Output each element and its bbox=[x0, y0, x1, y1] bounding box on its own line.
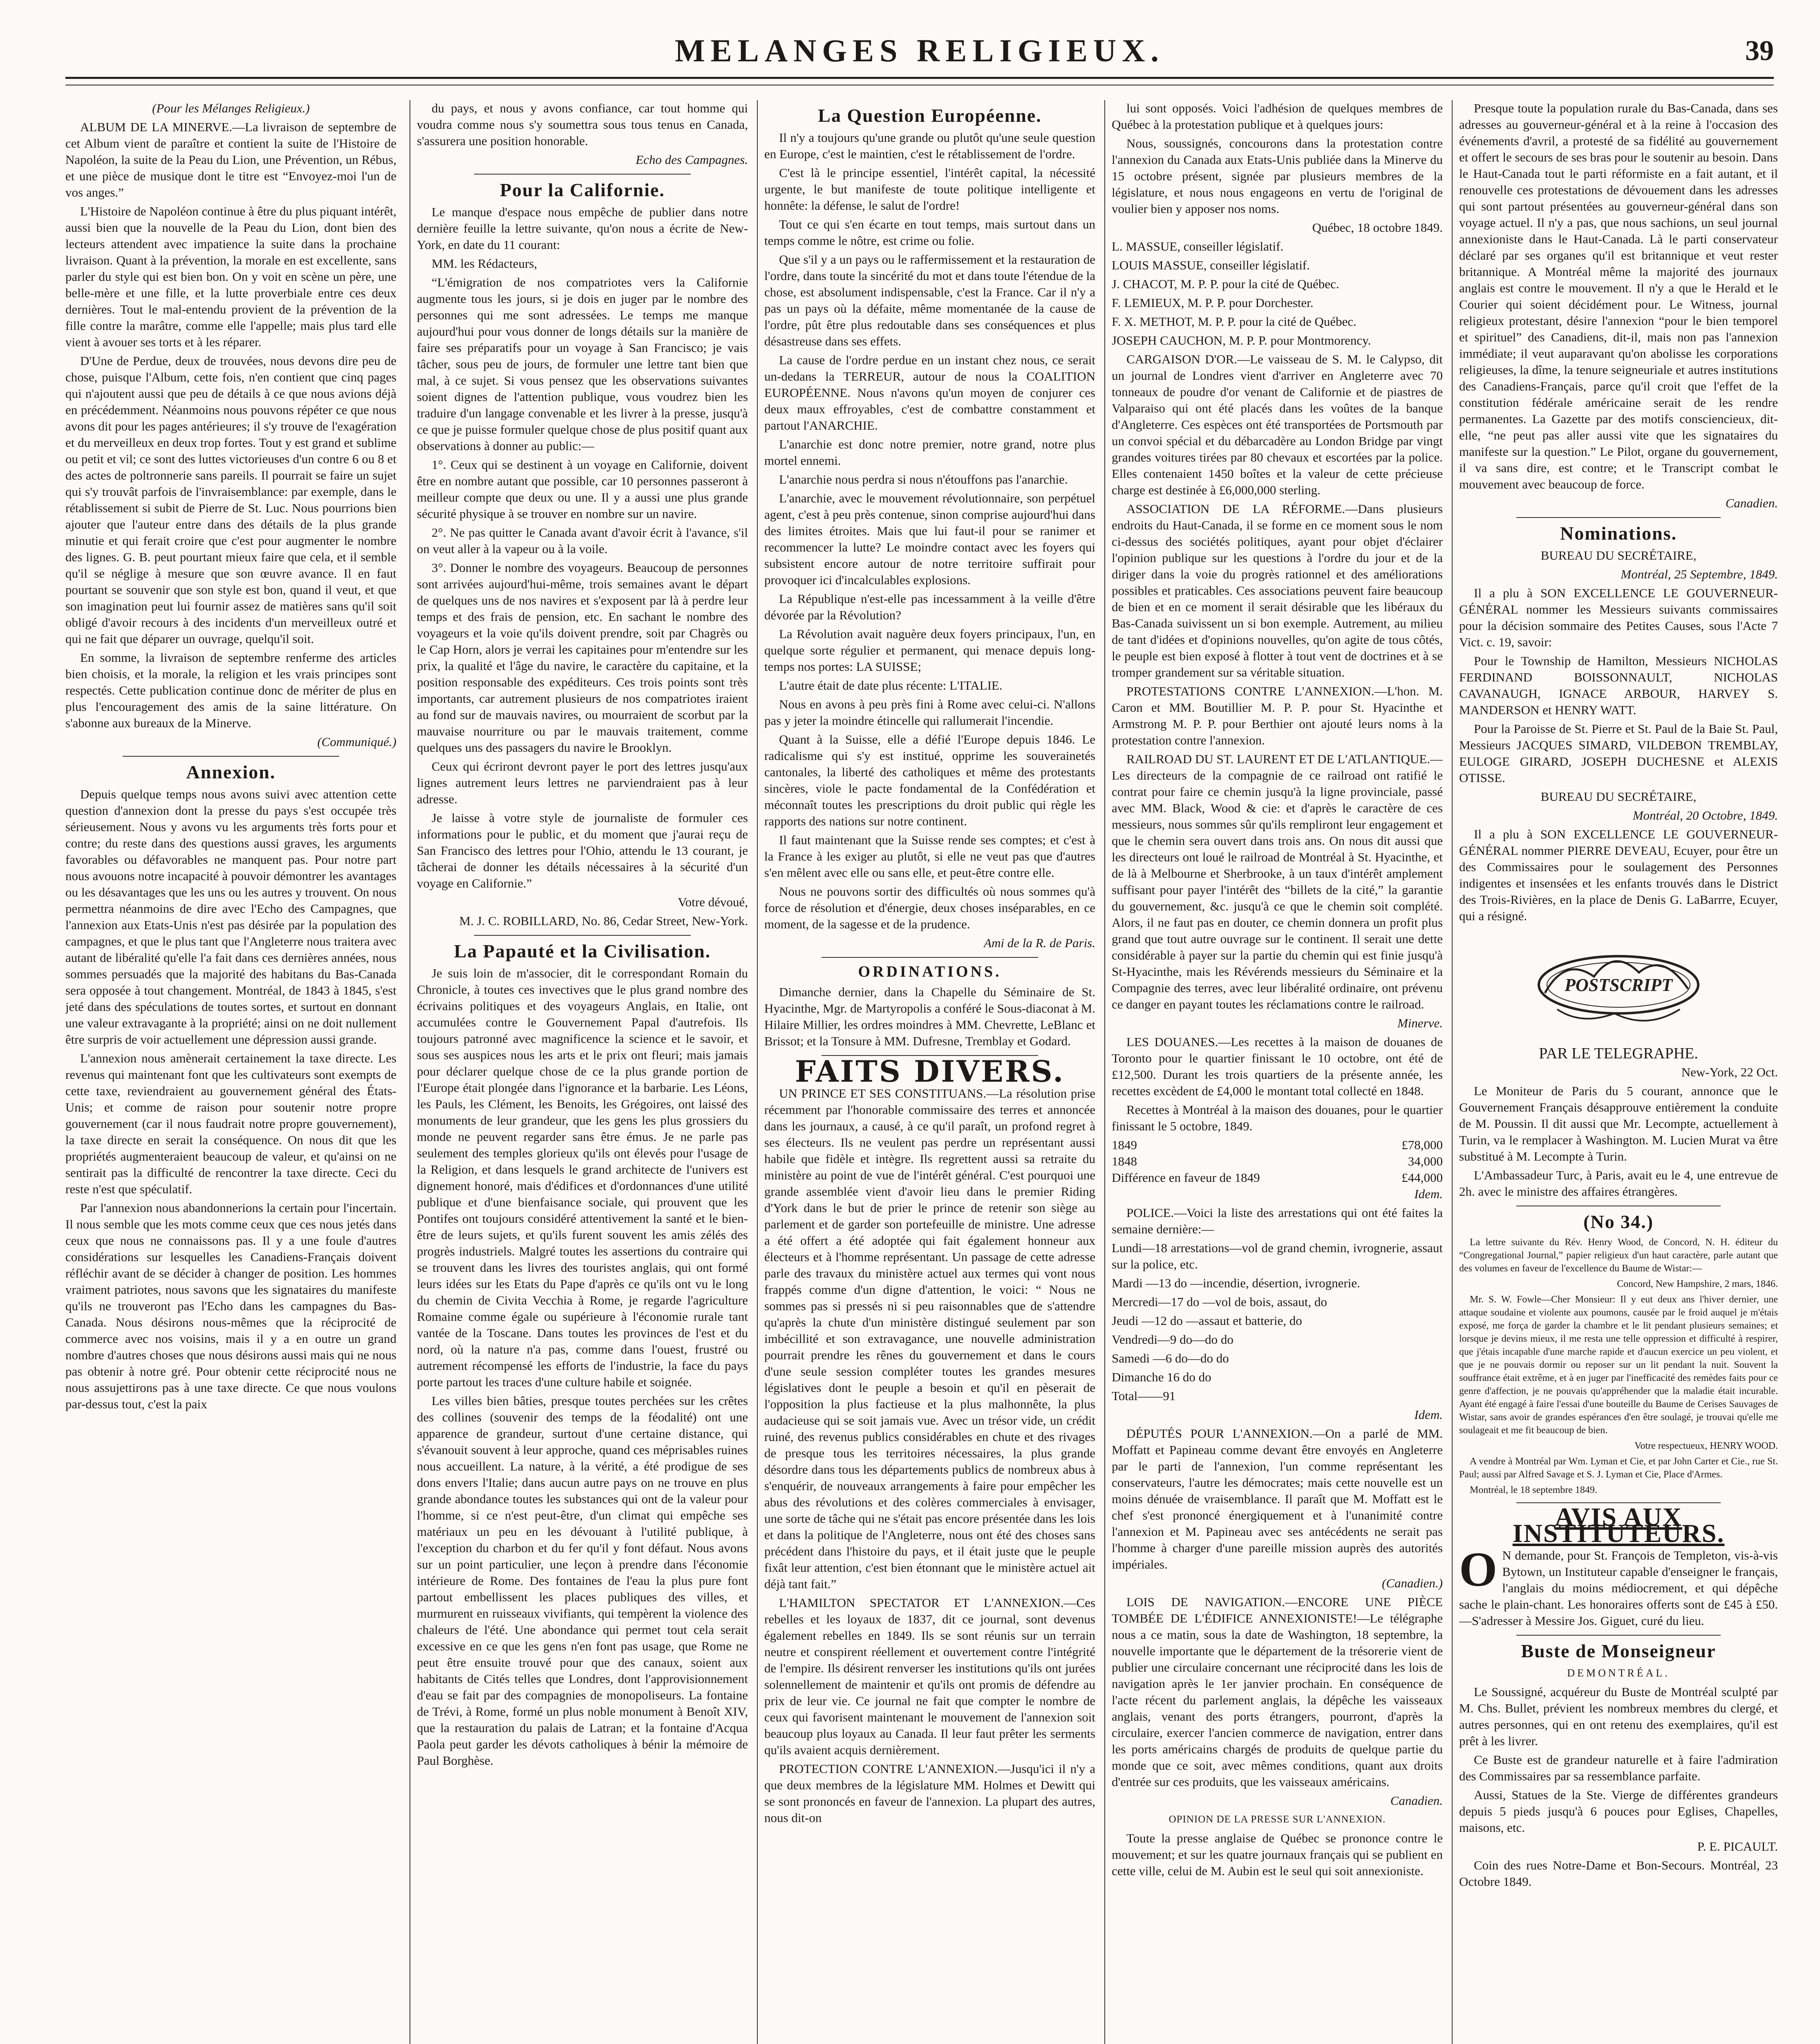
article-paragraph: L'HAMILTON SPECTATOR ET L'ANNEXION.—Ces rebelles et les loyaux de 1837, dit ce journal, sont devenus également rebelles en 1849. Ils se sont réunis sur un terrain neutre et conspirent réellement et ouvertement contre l'intégrité de l'empire. Ils désirent renverser les institutions qu'ils ont jurées solennellement de maintenir et qu'ils ont promis de défendre au prix de leur vie. Ce journal ne fait que compter le nombre de ceux qui favorisent maintenant le mouvement de l'annexion soit beaucoup plus loyaux au Canada. Il leur faut prêter les serments qu'ils avaient acquis dernièrement. bbox=[764, 1596, 1095, 1757]
headline-avis: AVIS AUX INSTITUTEURS. bbox=[1512, 1502, 1725, 1548]
customs-table bbox=[1112, 1137, 1443, 1186]
signature: M. J. C. ROBILLARD, No. 86, Cedar Street, New-York. bbox=[459, 914, 748, 928]
article-paragraph: Il n'y a toujours qu'une grande ou plutôt qu'une seule question en Europe, c'est le maintien, c'est le rétablissement de l'ordre. bbox=[764, 130, 1095, 161]
article-paragraph: 1°. Ceux qui se destinent à un voyage en Californie, doivent être en nombre autant que possible, car 10 personnes passeront à meilleur compte que deux ou une. Il y a aussi une plus grande sécurité physique à se trouver en nombre sur un navire. bbox=[417, 457, 748, 521]
divider bbox=[474, 935, 691, 936]
column-2 bbox=[417, 100, 748, 2044]
article-paragraph: Nous, soussignés, concourons dans la protestation contre l'annexion du Canada aux Etats-Unis publiée dans la Minerve du 15 octobre présent, signée par plusieurs membres de la législature, et nous nous engageons en vertu de l'original de voulier bien y apposer nos noms. bbox=[1112, 136, 1443, 216]
masthead-rule bbox=[65, 77, 1774, 85]
table-row bbox=[1112, 1170, 1443, 1186]
column-1 bbox=[65, 100, 396, 2044]
article-paragraph: Recettes à Montréal à la maison des douanes, pour le quartier finissant le 5 octobre, 1849. bbox=[1112, 1103, 1443, 1133]
article-paragraph: L'Ambassadeur Turc, à Paris, avait eu le 4, une entrevue de 2h. avec le ministre des affaires étrangères. bbox=[1459, 1168, 1778, 1199]
postscript-label: POSTSCRIPT bbox=[1564, 975, 1673, 995]
headline-no-34: (No 34.) bbox=[1583, 1211, 1654, 1232]
signature: Minerve. bbox=[1397, 1016, 1443, 1030]
article-paragraph: Le Soussigné, acquéreur du Buste de Montréal sculpté par M. Chs. Bullet, prévient les nombreux membres du clergé, et autres personnes, qui en ont retenu des exemplaires, qu'il est prêt à les livrer. bbox=[1459, 1685, 1778, 1748]
article-paragraph: Il a plu à SON EXCELLENCE LE GOUVERNEUR-GÉNÉRAL nommer les Messieurs suivants commissaires pour la décision sommaire des Petites Causes, sous l'Acte 7 Vict. c. 19, savoir: bbox=[1459, 586, 1778, 649]
article-paragraph: Ceux qui écriront devront payer le port des lettres jusqu'aux lignes autrement leurs lettres ne parviendraient pas à leur adresse. bbox=[417, 759, 748, 806]
article-paragraph: 3°. Donner le nombre des voyageurs. Beaucoup de personnes sont arrivées aujourd'hui-même, trois semaines avant le départ de quelques uns de nos navires et s'exposent par là à perdre leur temps et des frais de pension, etc. En sachant le nombre des voyageurs et la voie qu'ils doivent prendre, soit par Chagrès ou le Cap Horn, alors je verrai les capitaines pour m'entendre sur les prix, la qualité et l'âge du navire, le caractère du capitaine, et la position responsable des expéditeurs. Ces trois points sont très importants, car autrement plusieurs de nos compatriotes iraient au fond sur de mauvais navires, ou mourraient de scorbut par la mauvaise nourriture ou par le mauvais traitement, comme quelques uns des passagers du navire le Brooklyn. bbox=[417, 560, 748, 755]
article-paragraph: En somme, la livraison de septembre renferme des articles bien choisis, et la morale, la religion et les vrais principes sont respectés. Cette publication continue donc de mériter de plus en plus l'encouragement des amis de la saine littérature. On s'abonne aux bureaux de la Minerve. bbox=[65, 650, 396, 730]
headline-buste: Buste de Monseigneur bbox=[1521, 1641, 1716, 1661]
column-rule bbox=[1104, 100, 1105, 2044]
divider bbox=[1516, 1635, 1721, 1636]
table-cell: 1849 bbox=[1112, 1138, 1137, 1152]
dateline: Montréal, 20 Octobre, 1849. bbox=[1632, 808, 1778, 823]
article-paragraph: Je suis loin de m'associer, dit le correspondant Romain du Chronicle, à toutes ces invectives que le plus grand nombre des écrivains politiques et des voyageurs Anglais, en Italie, ont accumulées contre le Gouvernement Papal d'autrefois. Ils toujours patronné avec magnificence la science et le savoir, et sous ses auspices nous les arts et le prix ont fleuri; mais jamais pour déclarer quelque chose de ce la plus grande portion de l'Europe était plongée dans l'ignorance et la barbarie. Les Léons, les Pauls, les Clément, les Benoits, les Grégoires, ont laissé des monuments de leur grandeur, que les gens les plus grossiers du monde ne peuvent regarder sans être émus. Je ne parle pas seulement des temples glorieux qu'ils ont élevés pour l'usage de la Religion, et dans lesquels le grand architecte de l'univers est dignement honoré, mais d'édifices et d'ordonnances d'une utilité publique et d'une bienfaisance sociale, qui prouvent que les Pontifes ont toujours considéré attentivement la santé et le bien-être de leurs sujets, et qu'ils furent souvent les amis zélés des progrès industriels. Malgré toutes les assertions du contraire qui se trouvent dans les livres des touristes anglais, qui ont formé leurs idées sur les Etats du Pape d'après ce qu'ils ont vu le long du chemin de Civita Vecchia à Rome, je regarde l'agriculture Romaine comme égale ou supérieure à l'économie rurale tant vantée de la Toscane. Dans toutes les provinces de l'est et du nord, où la nature n'a pas, comme dans l'ouest, frustré ou autrement récompensé les efforts de l'industrie, la face du pays porte partout les traces d'une culture habile et soignée. bbox=[417, 966, 748, 1389]
table-cell: 1848 bbox=[1112, 1154, 1137, 1168]
list-item: Mercredi—17 do —vol de bois, assaut, do bbox=[1112, 1295, 1327, 1309]
list-item: Lundi—18 arrestations—vol de grand chemin, ivrognerie, assaut sur la police, etc. bbox=[1112, 1241, 1443, 1271]
signature: Votre dévoué, bbox=[678, 895, 748, 909]
signatory: F. X. METHOT, M. P. P. pour la cité de Québec. bbox=[1112, 314, 1357, 329]
article-paragraph: ASSOCIATION DE LA RÉFORME.—Dans plusieurs endroits du Haut-Canada, il se forme en ce moment sous le nom ci-dessus des sociétés politiques, ayant pour objet d'éclairer l'opinion publique sur les questions à l'ordre du jour et de la diriger dans la voie du progrès rationnel et des améliorations possibles et praticables. Ces associations peuvent faire beaucoup de bien et en ce moment il serait désirable que les libéraux du Bas-Canada suivissent un si bon exemple. Autrement, au milieu de tant d'idées et d'opinions nouvelles, qu'on agite de tous côtés, le peuple est bien exposé à flotter à tout vent de doctrines et à se tromper grandement sur sa véritable situation. bbox=[1112, 502, 1443, 679]
article-paragraph: La République n'est-elle pas incessamment à la veille d'être dévorée par la Révolution? bbox=[764, 592, 1095, 622]
signature: Canadien. bbox=[1390, 1793, 1443, 1808]
article-paragraph: LES DOUANES.—Les recettes à la maison de douanes de Toronto pour le quartier finissant le 10 octobre, ont été de £12,500. Durant les trois quartiers de la présente année, les recettes excèdent de £4,000 le montant total collecté en 1848. bbox=[1112, 1035, 1443, 1098]
article-paragraph: C'est là le principe essentiel, l'intérêt capital, la nécessité urgente, le but manifeste de toute politique intelligente et honnête: la défense, le salut de l'ordre! bbox=[764, 166, 1095, 213]
telegraph-heading: PAR LE TELEGRAPHE. bbox=[1539, 1045, 1698, 1062]
article-paragraph: Aussi, Statues de la Ste. Vierge de différentes grandeurs depuis 5 pieds jusqu'à 6 pouces pour Eglises, Chapelles, maisons, etc. bbox=[1459, 1788, 1778, 1835]
article-paragraph: Mr. S. W. Fowle—Cher Monsieur: Il y eut deux ans l'hiver dernier, une attaque soudaine et violente aux poumons, causée par le froid auquel je m'étais exposé, me força de garder la chambre et le lit pendant plusieurs semaines; et lorsque je devins mieux, il me resta une telle oppression et difficulté à respirer, que j'étais incapable d'une marche rapide et d'aucun exercice un peu violent, et que je ne pouvais dormir ou reposer sur un lit pendant la nuit. Souvent la souffrance était extrême, et à en juger par l'inefficacité des remèdes faits pour ce genre d'affection, je ne pouvais qu'appréhender que la maladie était incurable. Ayant été engagé à faire l'essai d'une bouteille du Baume de Cerises Sauvages de Wistar, sans avoir de grandes espérances d'en être soulagé, je trouvai qu'elle me soulageait et me fit beaucoup de bien. bbox=[1459, 1294, 1778, 1436]
article-paragraph: L'anarchie est donc notre premier, notre grand, notre plus mortel ennemi. bbox=[764, 437, 1095, 468]
dateline: Concord, New Hampshire, 2 mars, 1846. bbox=[1617, 1279, 1778, 1289]
headline-nominations: Nominations. bbox=[1560, 523, 1677, 544]
table-cell: 34,000 bbox=[1408, 1154, 1443, 1168]
article-paragraph: Le Moniteur de Paris du 5 courant, annonce que le Gouvernement Français désapprouve entièrement la conduite de M. Poussin. Il dit aussi que Mr. Lecompte, actuellement à Turin, va le remplacer à Washington. M. Lucien Murat va être substitué à M. Lecompte à Turin. bbox=[1459, 1084, 1778, 1163]
list-item: Dimanche 16 do do bbox=[1112, 1370, 1211, 1384]
signature: Votre respectueux, HENRY WOOD. bbox=[1634, 1441, 1778, 1451]
article-paragraph: POLICE.—Voici la liste des arrestations qui ont été faites la semaine dernière:— bbox=[1112, 1206, 1443, 1236]
page-number: 39 bbox=[1745, 35, 1774, 67]
article-paragraph: La Révolution avait naguère deux foyers principaux, l'un, en quelque sorte régulier et permanent, qui menace depuis long-temps nos portes: LA SUISSE; bbox=[764, 627, 1095, 674]
dateline: Montréal, le 18 septembre 1849. bbox=[1470, 1485, 1597, 1495]
list-item: Samedi —6 do—do do bbox=[1112, 1351, 1229, 1365]
column-rule bbox=[1452, 100, 1453, 2044]
signature: Idem. bbox=[1414, 1407, 1443, 1422]
article-paragraph: RAILROAD DU ST. LAURENT ET DE L'ATLANTIQUE.—Les directeurs de la compagnie de ce railroad ont ratifié le contrat pour faire ce chemin jusqu'à la ligne provinciale, passé avec MM. Black, Wood & cie: et d'après le caractère de ces messieurs, nous sommes sûr qu'ils rempliront leur engagement et que le chemin sera ouvert dans trois ans. On nous dit aussi que les directeurs ont loué le railroad de Montréal à St. Hyacinthe, et de là à Melbourne et Sherbrooke, à un taux d'intérêt amplement suffisant pour payer l'intérêt des “billets de la cité,” la garantie du gouvernement, &c. jusqu'à ce que le chemin soit complété. Alors, il ne faut pas en douter, ce chemin donnera un profit plus grand que tout autre ouvrage sur le continent. Il serait une dette considérable à payer sur la partie du chemin qui est finie jusqu'à St-Hyacinthe, mais les Révérends messieurs du Séminaire et la Compagnie des terres, avec leur libéralité ordinaire, ont prévenu ce danger en payant toutes les réclamations contre le railroad. bbox=[1112, 752, 1443, 1011]
article-paragraph: La lettre suivante du Rév. Henry Wood, de Concord, N. H. éditeur du “Congregational Journal,” papier religieux d'un haut caractère, parle autant que des volumes en faveur de l'excellence du Baume de Wistar:— bbox=[1459, 1237, 1778, 1274]
signature: Idem. bbox=[1414, 1187, 1443, 1201]
article-paragraph: Depuis quelque temps nous avons suivi avec attention cette question d'annexion dont la presse du pays s'est occupée très sérieusement. Nous y avons vu les arguments très forts pour et contre; du reste dans des questions aussi graves, les arguments favorables ou défavorables ne manquent pas. Pour notre part nous avouons notre incapacité à pouvoir démontrer les avantages ou les désavantages que les uns ou les autres y trouvent. On nous permettra néanmoins de dire avec l'Echo des Campagnes, que l'annexion aux Etats-Unis n'est pas désirée par la population des campagnes, et que le plus tant que l'Angleterre nous traitera avec autant de libéralité qu'elle l'a fait dans ces dernières années, nous sommes persuadés que la majorité des habitans du Bas-Canada sera opposée à tout changement. Montréal, de 1843 à 1845, s'est jeté dans des spéculations de toutes sortes, et surtout en donnant une valeur extravagante à la propriété; ainsi on ne doit nullement être surpris de voir actuellement une dépression aussi grande. bbox=[65, 787, 396, 1047]
article-paragraph: L'anarchie nous perdra si nous n'étouffons pas l'anarchie. bbox=[779, 472, 1068, 486]
article-paragraph: PROTESTATIONS CONTRE L'ANNEXION.—L'hon. M. Caron et MM. Boutillier M. P. P. pour St. Hyacinthe et Armstrong M. P. P. pour Berthier ont ajouté leurs noms à la protestation contre l'annexion. bbox=[1112, 684, 1443, 747]
article-paragraph: 2°. Ne pas quitter le Canada avant d'avoir écrit à l'avance, s'il on veut aller à la vapeur ou à la voile. bbox=[417, 525, 748, 556]
article-paragraph: “L'émigration de nos compatriotes vers la Californie augmente tous les jours, si je dois en juger par le nombre des personnes qui me sont adressées. Le temps me manque aujourd'hui pour vous donner de longs détails sur la manière de faire ses préparatifs pour un voyage à San Francisco; je vais tâcher, sous peu de jours, de formuler une lettre tant bien que mal, à ce sujet. Si vous pensez que les observations suivantes soient dignes de l'attention publique, vous voudrez bien les traduire d'un langage convenable et les livrer à la presse, jusqu'à ce que je puisse formuler quelque chose de plus positif quant aux observations à donner au public:— bbox=[417, 275, 748, 453]
section-heading: OPINION DE LA PRESSE SUR L'ANNEXION. bbox=[1169, 1814, 1386, 1825]
signature: Ami de la R. de Paris. bbox=[984, 936, 1095, 950]
article-paragraph: L'annexion nous amènerait certainement la taxe directe. Les revenus qui maintenant font que les cultivateurs sont exempts de cette taxe, reviendraient au gouvernement général des États-Unis; et comme de raison pour soutenir notre propre gouvernement (car il nous faudrait notre propre gouvernement), la taxe directe en serait la conséquence. On nous dit que les propriétés augmenteraient beaucoup de valeur, et qu'ainsi on ne sentirait pas la difficulté de rencontrer la taxe directe. Ceci du reste n'est que spéculatif. bbox=[65, 1051, 396, 1196]
article-paragraph: Pour le Township de Hamilton, Messieurs NICHOLAS FERDINAND BOISSONNAULT, NICHOLAS CAVANAUGH, IGNACE ARBOUR, HARVEY S. MANDERSON et HENRY WATT. bbox=[1459, 654, 1778, 717]
column-rule bbox=[757, 100, 758, 2044]
drop-cap: O bbox=[1459, 1542, 1498, 1596]
table-cell: £44,000 bbox=[1401, 1170, 1443, 1185]
article-paragraph: du pays, et nous y avons confiance, car tout homme qui voudra comme nous s'y soumettra sous tous tenus en Canada, s'assurera une position honorable. bbox=[417, 101, 748, 148]
salutation: MM. les Rédacteurs, bbox=[432, 256, 537, 271]
dateline: New-York, 22 Oct. bbox=[1681, 1065, 1778, 1079]
divider bbox=[1516, 517, 1721, 518]
bureau-label: BUREAU DU SECRÉTAIRE, bbox=[1540, 548, 1697, 563]
article-paragraph: ALBUM DE LA MINERVE.—La livraison de septembre de cet Album vient de paraître et contient la suite de l'Histoire de Napoléon, la suite de la Peau du Lion, une Prévention, un Rébus, et une pièce de musique dont le titre est “Envoyez-moi l'un de vos anges.” bbox=[65, 120, 396, 199]
article-paragraph: Toute la presse anglaise de Québec se prononce contre le mouvement; et sur les quatre journaux français qui se publient en cette ville, celui de M. Aubin est le seul qui soit annexioniste. bbox=[1112, 1831, 1443, 1878]
postscript-emblem-icon bbox=[1533, 932, 1704, 1038]
article-paragraph: Presque toute la population rurale du Bas-Canada, dans ses adresses au gouverneur-général et à la reine à l'occasion des événements d'avril, a protesté de sa fidélité au gouvernement et offert le secours de ses bras pour le soutenir au besoin. Dans le Haut-Canada tout le parti réformiste en a fait autant, et il renouvelle ces protestations de dévouement dans les adresses qui sont partout présentées au gouverneur-général dans son voyage actuel. Il n'y a pas, que nous sachions, un seul journal annexioniste dans le Haut-Canada. Là le parti conservateur déclaré par ses organes qu'il est britannique et veut rester britannique. A Montréal même la majorité des journaux anglais est contre le mouvement. Il n'y a que le Herald et le Courier qui soient décidément pour. Le Witness, journal religieux protestant, désire l'annexion “pour le bien temporel et spirituel” des Canadiens, dit-il, mais non pas l'annexion immédiate; il veut auparavant qu'on abolisse les corporations religieuses, la dîme, la tenure seigneuriale et autres institutions des Canadiens-Français, parce qu'il croit que l'effet de la constitution fédérale américaine serait de les rendre permanentes. La Gazette par des motifs consciencieux, dit-elle, “ne peut pas aller aussi vite que les signataires du manifeste sur la question.” Le Pilot, organe du gouvernement, il va sans dire, est contre; et le Transcript combat le mouvement avec beaucoup de force. bbox=[1459, 101, 1778, 491]
article-paragraph: Il faut maintenant que la Suisse rende ses comptes; et c'est à la France à les exiger au plutôt, si elle ne veut pas que d'autres s'en mêlent avec elle ou sans elle, et peut-être contre elle. bbox=[764, 833, 1095, 880]
signatory: J. CHACOT, M. P. P. pour la cité de Québec. bbox=[1112, 277, 1339, 291]
column-4 bbox=[1112, 100, 1443, 2044]
article-paragraph: Tout ce qui s'en écarte en tout temps, mais surtout dans un temps comme le nôtre, est crime ou folie. bbox=[764, 217, 1095, 248]
table-row bbox=[1112, 1137, 1443, 1153]
divider bbox=[822, 957, 1038, 958]
newspaper-title: MELANGES RELIGIEUX. bbox=[675, 33, 1164, 68]
list-item: Vendredi—9 do—do do bbox=[1112, 1332, 1233, 1347]
intro-note: (Pour les Mélanges Religieux.) bbox=[152, 101, 310, 115]
list-item: Mardi —13 do —incendie, désertion, ivrognerie. bbox=[1112, 1276, 1360, 1290]
article-paragraph: Pour la Paroisse de St. Pierre et St. Paul de la Baie St. Paul, Messieurs JACQUES SIMARD, VILDEBON TREMBLAY, EULOGE GIRARD, JOSEPH DUCHESNE et ALEXIS OTISSE. bbox=[1459, 722, 1778, 785]
table-cell: Différence en faveur de 1849 bbox=[1112, 1170, 1260, 1185]
signatory: L. MASSUE, conseiller législatif. bbox=[1112, 239, 1284, 253]
article-paragraph: Ce Buste est de grandeur naturelle et à faire l'admiration des Commissaires par sa ressemblance parfaite. bbox=[1459, 1753, 1778, 1783]
advertisement-wistar bbox=[1459, 1236, 1778, 1497]
list-item: Jeudi —12 do —assaut et batterie, do bbox=[1112, 1313, 1302, 1328]
signature: P. E. PICAULT. bbox=[1697, 1839, 1778, 1853]
article-paragraph: Dimanche dernier, dans la Chapelle du Séminaire de St. Hyacinthe, Mgr. de Martyropolis a conféré le Sous-diaconat à M. Hilaire Millier, les ordres moindres à MM. Chevrette, LeBlanc et Brissot; et la Tonsure à MM. Dufresne, Tremblay et Godard. bbox=[764, 985, 1095, 1048]
signatory-list bbox=[1112, 238, 1443, 349]
column-5 bbox=[1459, 100, 1778, 2044]
signature: (Communiqué.) bbox=[317, 735, 396, 749]
signatory: F. LEMIEUX, M. P. P. pour Dorchester. bbox=[1112, 296, 1314, 310]
article-paragraph: Par l'annexion nous abandonnerions la certain pour l'incertain. Il nous semble que les mots comme ceux que ces nous jetés dans ceux que nous ne connaissons pas. Il y a une foule d'autres considérations sur lesquelles les Canadiens-Français doivent réfléchir avant de se décider à changer de position. Les hommes vraiment patriotes, nous savons que les signataires du manifeste qu'ils ne trouveront pas l'Echo dans les campagnes du Bas-Canada. Nous désirons nous-mêmes que la réciprocité de commerce avec nos voisins, mais il y a en outre un grand nombre d'autres choses que nous désirons aussi mais qui ne nous pas obtenir à notre gré. Pour obtenir cette réciprocité nous ne nous assujettirons pas à une taxe directe. Ce que nous voulons par-dessus tout, c'est la paix bbox=[65, 1201, 396, 1411]
article-paragraph: PROTECTION CONTRE L'ANNEXION.—Jusqu'ici il n'y a que deux membres de la législature MM. Holmes et Dewitt qui se sont prononcés en faveur de l'annexion. La plupart des autres, nous dit-on bbox=[764, 1762, 1095, 1825]
headline-papaute: La Papauté et la Civilisation. bbox=[454, 941, 711, 961]
article-paragraph: UN PRINCE ET SES CONSTITUANS.—La résolution prise récemment par l'honorable commissaire des terres et annoncée dans les journaux, a causé, à ce qu'il paraît, un profond regret à ses électeurs. Ils ne veulent pas perdre un représentant aussi habile que fidèle et intègre. Ils regrettent aussi sa retraite du ministère au point de vue de l'intérêt général. C'est pourquoi une grande assemblée vient d'avoir lieu dans le premier Riding d'York dans le but de prier le prince de retenir son siège au parlement et de garder son portefeuille de ministre. Une adresse a été offert a été adoptée qui fait également honneur aux électeurs et à l'homme représentant. Un passage de cette adresse parle des travaux du ministère actuel aux termes qui vont nous frappés comme d'un digne d'attention, le voici: “ Nous ne sommes pas si pressés ni si peu raisonnables que de s'attendre qu'après la chute d'un ministère distingué seulement par son imbécillité et son extravagance, une nouvelle administration pourrait prendre les rênes du gouvernement et dans le cours d'une seule session compléter toutes les grandes mesures législatives dont le peuple a besoin et qu'il en pèserait de l'opposition la plus factieuse et la plus malhonnête, la plus audacieuse qui se soit jamais vue. Avec un trésor vide, un crédit ruiné, des revenus publics considérables en chute et des rivages de presque tous les territoires nécessaires, la plus grande désordre dans tous les départements publics de nombreux abus à s'enquérir, de nouveaux arrangements à faire pour empêcher les abus des révolutions et des colères commerciales à envisager, une sorte de tâche qui ne s'était pas encore présentée dans les lois et dans la politique de l'Angleterre, nous ont été des choses sans précédent dans l'histoire du pays, et il était juste que le peuple fixât leur attention, c'est bien étonnant que le ministère actuel ait déjà tant fait.” bbox=[764, 1086, 1095, 1591]
article-paragraph: Je laisse à votre style de journaliste de formuler ces informations pour le public, et du moment que j'aurai reçu de San Francisco des lettres pour l'Ohio, attendu le 13 courant, je tâcherai de donner les détails nécessaires à la sécurité d'un voyage en Californie.” bbox=[417, 811, 748, 890]
article-paragraph: L'Histoire de Napoléon continue à être du plus piquant intérêt, aussi bien que la nouvelle de la Peau du Lion, dont bien des lecteurs attendent avec impatience la suite dans la prochaine livraison. Quant à la prévention, la morale en est excellente, sans parler du style qui est bien bon. On y voit en scène un père, une belle-mère et une fille, et la lutte proverbiale entre ces deux dernières. Tout le mal-entendu provient de la prévention de la fille contre la marâtre, comme elle l'appelle; mais plus tard elle vient à avouer ses torts et à les réparer. bbox=[65, 204, 396, 349]
divider bbox=[123, 756, 339, 757]
subheading: DEMONTRÉAL. bbox=[1567, 1667, 1670, 1679]
article-paragraph: Que s'il y a un pays ou le raffermissement et la restauration de l'ordre, dans toute la sincérité du mot et dans toute l'étendue de la chose, est absolument indispensable, c'est la France. Car il n'y a pas un pays où la défaite, même momentanée de la cause de l'ordre, pût être plus redoutable dans ses conséquences et plus désastreuse dans ses effets. bbox=[764, 252, 1095, 348]
article-paragraph: CARGAISON D'OR.—Le vaisseau de S. M. le Calypso, dit un journal de Londres vient d'arriver en Angleterre avec 70 tonneaux de poudre d'or venant de Californie et de piastres de Valparaiso qui ont été placés dans les voûtes de la banque d'Angleterre. Ces espèces ont été transportées de Portsmouth par un convoi spécial et du débarcadère au London Bridge par vingt grandes voitures tirées par 80 chevaux et escortées par la police. Elles contenaient 1450 boîtes et la valeur de cette précieuse charge est destinée à £6,000,000 sterling. bbox=[1112, 352, 1443, 497]
dateline: Québec, 18 octobre 1849. bbox=[1312, 220, 1443, 235]
signatory: JOSEPH CAUCHON, M. P. P. pour Montmorency. bbox=[1112, 333, 1371, 347]
article-paragraph: Nous en avons à peu près fini à Rome avec celui-ci. N'allons pas y jeter la moindre étincelle qui rallumerait l'incendie. bbox=[764, 697, 1095, 728]
article-paragraph: Coin des rues Notre-Dame et Bon-Secours. Montréal, 23 Octobre 1849. bbox=[1459, 1858, 1778, 1889]
headline-faits-divers: FAITS DIVERS. bbox=[795, 1054, 1065, 1089]
article-paragraph: Quant à la Suisse, elle a défié l'Europe depuis 1846. Le radicalisme qui s'y est institué, opprime les souverainetés cantonales, la liberté des catholiques et même des protestants sincères, viole le pacte fondamental de la Confédération et méconnaît toutes les prescriptions du droit public qui règle les rapports des nations sur notre continent. bbox=[764, 732, 1095, 828]
divider bbox=[474, 174, 691, 175]
police-list bbox=[1112, 1240, 1443, 1404]
article-paragraph: L'autre était de date plus récente: L'ITALIE. bbox=[779, 678, 1003, 693]
table-row bbox=[1112, 1153, 1443, 1170]
article-paragraph: lui sont opposés. Voici l'adhésion de quelques membres de Québec à la protestation publique et à quelques jours: bbox=[1112, 101, 1443, 132]
article-paragraph: DÉPUTÉS POUR L'ANNEXION.—On a parlé de MM. Moffatt et Papineau comme devant être envoyés en Angleterre par le parti de l'annexion, l'un comme représentant les conservateurs, l'autre les démocrates; mais cette nouvelle est un moins dénuée de vraisemblance. Il paraît que M. Moffatt est le chef s'est prononcé énergiquement et à l'unanimité contre l'annexion et M. Papineau avec ses antécédents ne serait pas l'homme à charger d'une pareille mission auprès des autorités impériales. bbox=[1112, 1426, 1443, 1571]
signature: Echo des Campagnes. bbox=[636, 152, 748, 167]
article-paragraph: A vendre à Montréal par Wm. Lyman et Cie, et par John Carter et Cie., rue St. Paul; aussi par Alfred Savage et S. J. Lyman et Cie, Place d'Armes. bbox=[1459, 1456, 1778, 1480]
column-3 bbox=[764, 100, 1095, 2044]
table-cell: £78,000 bbox=[1401, 1138, 1443, 1152]
bureau-label: BUREAU DU SECRÉTAIRE, bbox=[1540, 789, 1697, 804]
avis-text: N demande, pour St. François de Templeton, vis-à-vis Bytown, un Instituteur capable d'enseigner le français, l'anglais du moins médiocrement, et qui dépêche sache le plain-chant. Les honoraires offerts sont de £45 à £50.—S'adresser à Messire Jos. Giguet, curé du lieu. bbox=[1459, 1548, 1778, 1628]
article-paragraph: LOIS DE NAVIGATION.—ENCORE UNE PIÈCE TOMBÉE DE L'ÉDIFICE ANNEXIONISTE!—Le télégraphe nous a ce matin, sous la date de Washington, 18 septembre, la nouvelle importante que le département de la trésorerie vient de publier une circulaire concernant une réciprocité dans les lois de navigation après le 1er janvier prochain. En conséquence de l'acte récent du parlement anglais, la dépêche les vaisseaux anglais, venant des ports étrangers, pourront, d'après la circulaire, exercer l'ancien commerce de navigation, entrer dans les ports américains chargés de produits de quelque partie du monde que ce soit, avec mêmes conditions, quant aux droits d'entrée sur ces produits, que les vaisseaux américains. bbox=[1112, 1595, 1443, 1789]
article-paragraph: Nous ne pouvons sortir des difficultés où nous sommes qu'à force de résolution et d'énergie, deux choses inséparables, en ce moment, de la sagesse et de la prudence. bbox=[764, 884, 1095, 931]
headline-californie: Pour la Californie. bbox=[500, 179, 665, 200]
headline-question-europeenne: La Question Européenne. bbox=[818, 105, 1042, 126]
article-paragraph: L'anarchie, avec le mouvement révolutionnaire, son perpétuel agent, c'est à peu près contenue, sinon comprise aujourd'hui dans des limites étroites. Mais que lui faut-il pour se ranimer et recommencer la lutte? Le moindre contact avec les foyers qui subsistent encore autour de notre territoire suffirait pour provoquer ici d'incalculables explosions. bbox=[764, 491, 1095, 587]
article-paragraph: La cause de l'ordre perdue en un instant chez nous, ce serait un-dedans la TERREUR, autour de nous la COALITION EUROPÉENNE. Nous n'avons qu'un moyen de conjurer ces deux maux effroyables, c'est de combattre constamment et partout l'ANARCHIE. bbox=[764, 353, 1095, 433]
signatory: LOUIS MASSUE, conseiller législatif. bbox=[1112, 258, 1310, 272]
article-paragraph: Il a plu à SON EXCELLENCE LE GOUVERNEUR-GÉNÉRAL nommer PIERRE DEVEAU, Ecuyer, pour être un des Commissaires pour le soulagement des Personnes indigentes et insensées et les enfants trouvés dans le District des Trois-Rivières, en la place de Denis G. LaBarrre, Ecuyer, qui a résigné. bbox=[1459, 827, 1778, 923]
dateline: Montréal, 25 Septembre, 1849. bbox=[1621, 567, 1778, 581]
list-item: Total——91 bbox=[1112, 1389, 1176, 1403]
signature: Canadien. bbox=[1725, 496, 1778, 510]
avis-paragraph bbox=[1459, 1542, 1778, 1629]
signature: (Canadien.) bbox=[1382, 1576, 1443, 1590]
article-paragraph: Les villes bien bâties, presque toutes perchées sur les crêtes des collines (souvenir des temps de la féodalité) ont une apparence de grandeur, surtout d'une certaine distance, qui s'évanouit souvent à leur approche, quand ces méprisables ruines nous accueillent. La nature, à la vérité, a été prodigue de ses dons envers l'Italie; dans aucun autre pays on ne trouve en plus grande abondance toutes les substances qui ont de la valeur pour l'homme, si ce n'est peut-être, d'un climat qui empêche ses matériaux un peu en les dévouant à l'utilité publique, à l'exception du charbon et du fer qu'il y font défaut. Nous avons sur un point particulier, une leçon à prendre dans l'économie intérieure de Rome. Des fontaines de l'eau la plus pure font partout embellissent les places publiques des villes, et murmurent en ruisseaux vivifiants, qui tempèrent la violence des chaleurs de l'été. Une abondance qui permet tout cela serait excessive en ce que les gens n'en font pas usage, que Rome ne peut être ensuite trouvé pour que des canaux, soient aux habitants de Cités telles que Londres, dont l'approvisionnement d'eau se fait par des compagnies de monopoliseurs. La fontaine de Trévi, à Rome, formé un plus noble monument à Benoît XIV, que la restauration du palais de Latran; et la fontaine d'Acqua Paola peut garder les dévots catholiques à bénir la mémoire de Paul Borghèse. bbox=[417, 1394, 748, 1768]
headline-ordinations: ORDINATIONS. bbox=[858, 963, 1002, 980]
headline-annexion: Annexion. bbox=[186, 762, 276, 782]
article-paragraph: D'Une de Perdue, deux de trouvées, nous devons dire peu de chose, puisque l'Album, cette fois, n'en contient que cinq pages qui n'ajoutent aussi que peu de détails à ce que nous avions déjà en précédemment. Néanmoins nous pouvons répéter ce que nous avons dit pour les pages antérieures; il s'y trouve de l'exagération et du merveilleux en deux trop fortes. Tout y est grand et sublime ou petit et vil; ce sont des luttes victorieuses d'un contre 6 ou 8 et des actes de poltronnerie sans pareils. Il pourrait se faire un sujet qui s'y trouvât parfois de l'invraisemblance: par exemple, dans le rétablissement si subit de Pierre de St. Luc. Nous pourrions bien ajouter que l'auteur entre dans des détails de la plus grande minutie et qui ferait croire que c'est pour augmenter le nombre des lignes. G. B. peut pourtant mieux faire que cela, et il semble qu'il se néglige à mesure que son œuvre avance. Il en faut pourtant se souvenir que son style est bon, quand il veut, et que son imagination peut lui fournir assez de matières sans qu'il soit obligé d'avoir recours à des incidents d'un merveilleux outré et qui ne fait que déparer un ouvrage, quelqu'il soit. bbox=[65, 354, 396, 646]
article-paragraph: Le manque d'espace nous empêche de publier dans notre dernière feuille la lettre suivante, qu'on nous a écrite de New-York, en date du 11 courant: bbox=[417, 205, 748, 252]
